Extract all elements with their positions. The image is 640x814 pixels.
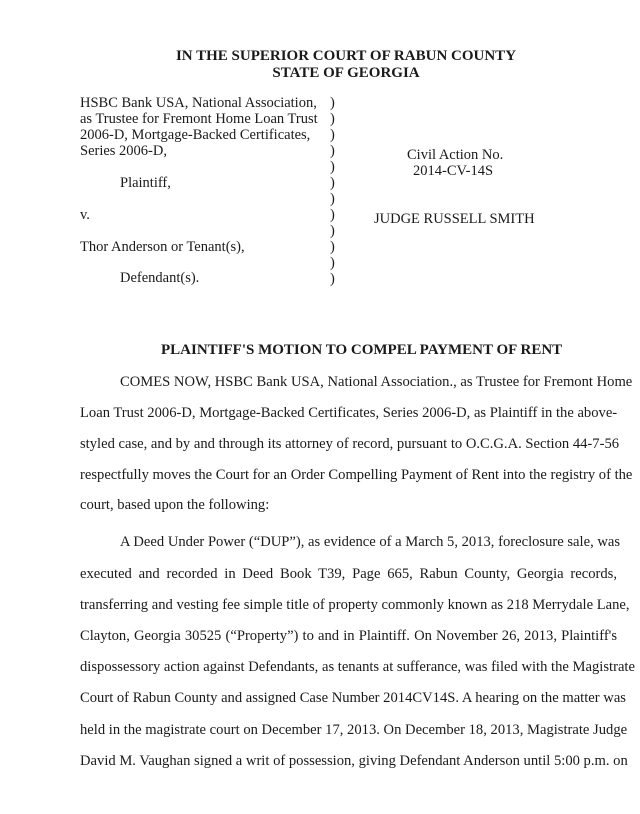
caption-paren: ) [330,111,335,127]
paragraph-line: David M. Vaughan signed a writ of possession, giving Defendant Anderson until 5:00 p.m. on [80,753,628,769]
caption-paren: ) [330,239,335,255]
paragraph-line: dispossessory action against Defendants, as tenants at sufferance, was filed with the Magistrate [80,659,635,675]
paragraph-line: respectfully moves the Court for an Order Compelling Payment of Rent into the registry of the [80,467,633,483]
court-heading-line1: IN THE SUPERIOR COURT OF RABUN COUNTY [175,48,517,64]
plaintiff-name-line: Series 2006-D, [80,143,167,159]
paragraph-line: A Deed Under Power (“DUP”), as evidence of a March 5, 2013, foreclosure sale, was [120,534,621,550]
plaintiff-name-line: 2006-D, Mortgage-Backed Certificates, [80,127,311,143]
caption-paren: ) [330,223,335,239]
paragraph-line: transferring and vesting fee simple title of property commonly known as 218 Merrydale Lane, [80,597,630,613]
caption-paren: ) [330,95,335,111]
paragraph-line: court, based upon the following: [80,497,270,513]
paragraph-line: Clayton, Georgia 30525 (“Property”) to and in Plaintiff. On November 26, 2013, Plaintiff's [80,628,617,644]
caption-paren: ) [330,159,335,175]
caption-paren: ) [330,255,335,271]
paragraph-line: Loan Trust 2006-D, Mortgage-Backed Certificates, Series 2006-D, as Plaintiff in the above- [80,405,618,421]
defendant-name: Thor Anderson or Tenant(s), [80,239,245,255]
paragraph-line: held in the magistrate court on December 17, 2013. On December 18, 2013, Magistrate Judge [80,722,628,738]
caption-paren: ) [330,143,335,159]
caption-paren: ) [330,191,335,207]
caption-paren: ) [330,175,335,191]
caption-paren: ) [330,127,335,143]
court-heading-line2: STATE OF GEORGIA [272,65,420,81]
plaintiff-name-line: HSBC Bank USA, National Association, [80,95,317,111]
versus: v. [80,207,90,223]
paragraph-line: COMES NOW, HSBC Bank USA, National Association., as Trustee for Fremont Home [120,374,633,390]
defendant-label: Defendant(s). [120,270,200,286]
caption-paren: ) [330,207,335,223]
caption-paren: ) [330,271,335,287]
plaintiff-label: Plaintiff, [120,175,171,191]
paragraph-line: executed and recorded in Deed Book T39, Page 665, Rabun County, Georgia records, [80,566,617,582]
motion-title: PLAINTIFF'S MOTION TO COMPEL PAYMENT OF RENT [161,342,563,358]
case-number: 2014-CV-14S [413,163,494,179]
plaintiff-name-line: as Trustee for Fremont Home Loan Trust [80,111,318,127]
paragraph-line: styled case, and by and through its attorney of record, pursuant to O.C.G.A. Section 44-7-56 [80,436,620,452]
judge-name: JUDGE RUSSELL SMITH [374,211,535,227]
civil-action-label: Civil Action No. [407,147,504,163]
paragraph-line: Court of Rabun County and assigned Case Number 2014CV14S. A hearing on the matter was [80,690,626,706]
